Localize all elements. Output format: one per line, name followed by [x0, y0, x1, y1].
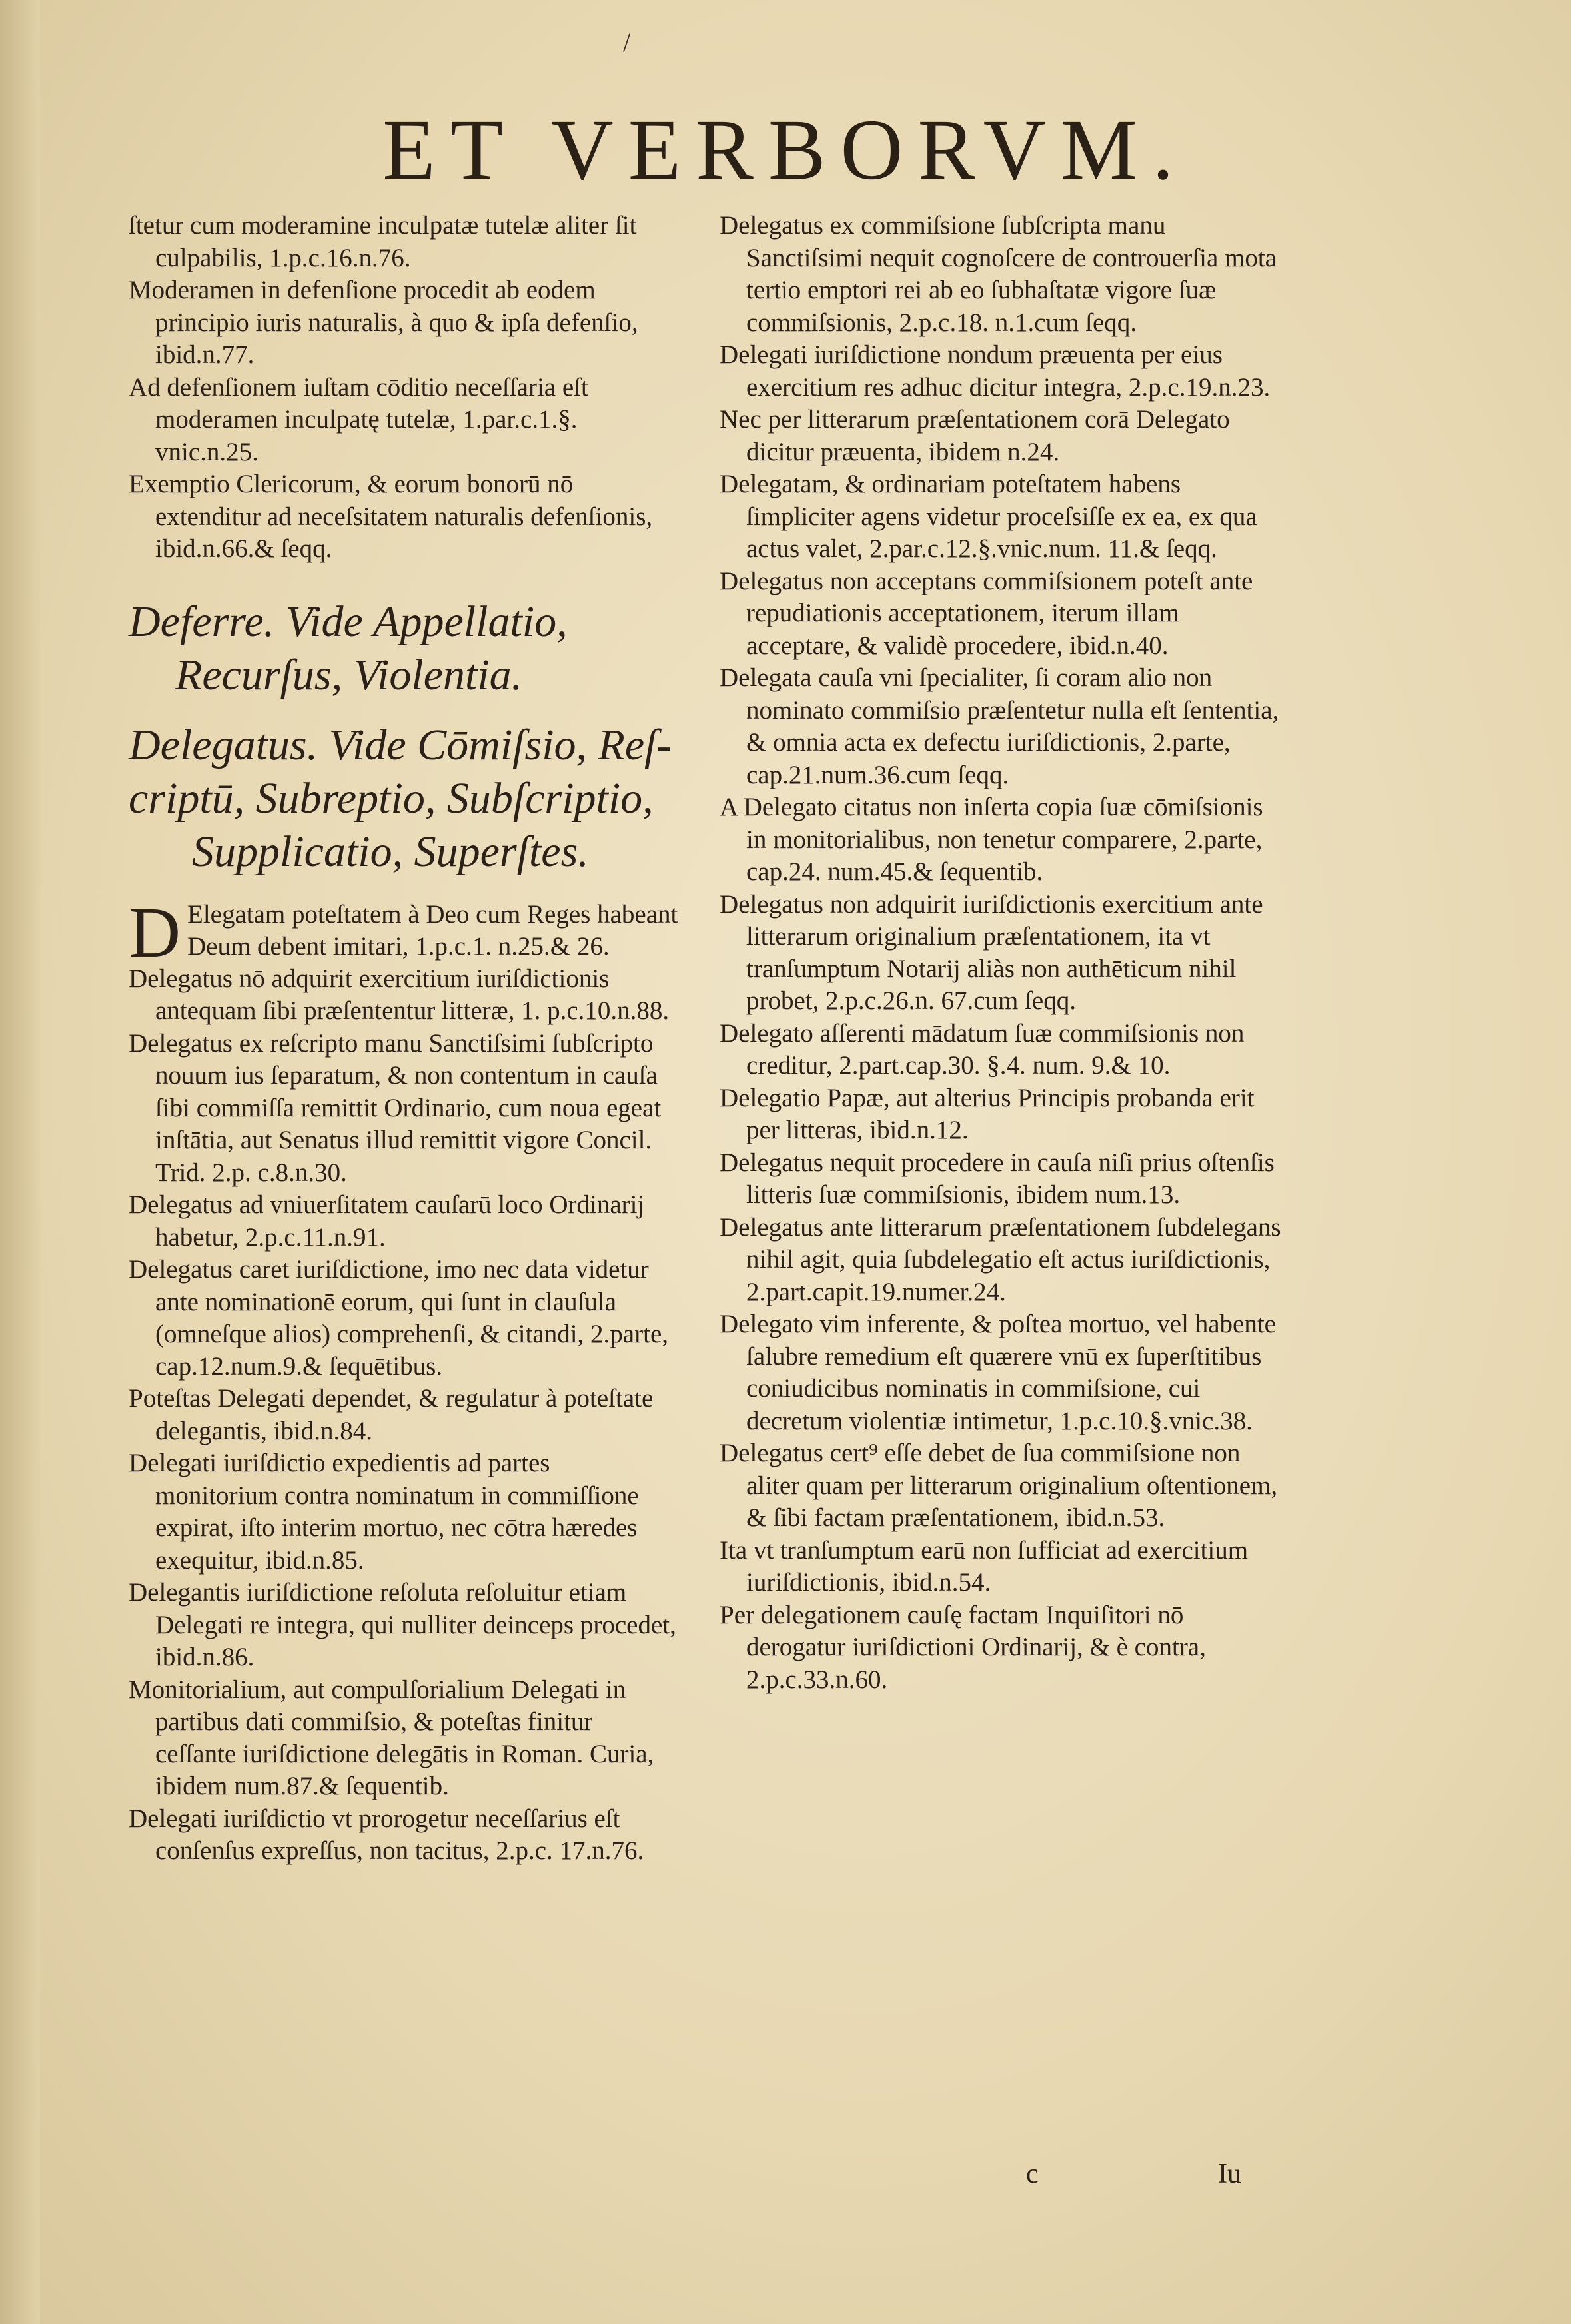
index-entry: Delegatus ex reſcripto manu Sanctiſsimi ſubſcripto nouum ius ſeparatum, & non contentum in cauſa ſibi commiſſa remittit Ordinario, cum noua egeat inſtātia, aut Senatus illud remittit vigore Concil. Trid. 2.p. c.8.n.30.	[129, 1028, 662, 1187]
section-heading-deferre: Deferre. Vide Appellatio, Recurſus, Violentia.	[129, 597, 568, 699]
index-entry: Delegatus ex commiſsione ſubſcripta manu Sanctiſsimi nequit cognoſcere de controuerſia mota tertio emptori rei ab eo ſubhaſtatæ vigore ſuæ commiſsionis, 2.p.c.18. n.1.cum ſeqq.	[720, 211, 1277, 337]
heading-line: criptū, Subreptio, Subſcriptio,	[129, 773, 654, 823]
index-entry: Per delegationem cauſę factam Inquiſitori nō derogatur iuriſdictioni Ordinarij, & è contra, 2.p.c.33.n.60.	[720, 1600, 1206, 1694]
index-entry: Delegatus non adquirit iuriſdictionis exercitium ante litterarum originalium præſentationem, ita vt tranſumptum Notarij aliàs non authēticum nihil probet, 2.p.c.26.n. 67.cum ſeqq.	[720, 889, 1263, 1015]
heading-line: Delegatus. Vide Cōmiſsio, Reſ-	[129, 720, 672, 769]
index-entry: Delegatus cert⁹ eſſe debet de ſua commiſsione non aliter quam per litterarum originalium oſtentionem, & ſibi factam præſentationem, ibid.n.53.	[720, 1439, 1278, 1532]
right-column	[720, 210, 1283, 1696]
index-entry: Delegatus ad vniuerſitatem cauſarū loco Ordinarij habetur, 2.p.c.11.n.91.	[129, 1190, 645, 1252]
running-title: ET VERBORVM.	[382, 102, 1189, 198]
page-gutter	[0, 0, 40, 2324]
top-mark: /	[623, 27, 631, 57]
index-entry: Delegata cauſa vni ſpecialiter, ſi coram alio non nominato commiſsio præſentetur nulla eſt ſententia, & omnia acta ex defectu iuriſdictionis, 2.parte, cap.21.num.36.cum ſeqq.	[720, 663, 1279, 789]
index-entry: Exemptio Clericorum, & eorum bonorū nō extenditur ad neceſsitatem naturalis defenſionis, ibid.n.66.& ſeqq.	[129, 470, 653, 563]
drop-cap: D	[129, 893, 181, 972]
index-entry: Nec per litterarum præſentationem corā Delegato dicitur præuenta, ibidem n.24.	[720, 405, 1230, 466]
catchword: Iu	[1218, 2159, 1241, 2189]
index-entry: Delegato aſſerenti mādatum ſuæ commiſsionis non creditur, 2.part.cap.30. §.4. num. 9.& 10.	[720, 1018, 1245, 1080]
section-heading-delegatus	[129, 719, 678, 879]
index-entry: Delegatus nequit procedere in cauſa niſi prius oſtenſis litteris ſuæ commiſsionis, ibidem num.13.	[720, 1148, 1275, 1209]
signature-mark: c	[1026, 2159, 1039, 2189]
index-entry: Delegatus non acceptans commiſsionem poteſt ante repudiationis acceptationem, iterum illam acceptare, & validè procedere, ibid.n.40.	[720, 566, 1253, 660]
index-entry: Delegati iuriſdictio vt prorogetur neceſſarius eſt conſenſus expreſſus, non tacitus, 2.p.c. 17.n.76.	[129, 1804, 644, 1865]
index-entry: Ita vt tranſumptum earū non ſufficiat ad exercitium iuriſdictionis, ibid.n.54.	[720, 1535, 1249, 1597]
index-entry: A Delegato citatus non inſerta copia ſuæ cōmiſsionis in monitorialibus, non tenetur comparere, 2.parte, cap.24. num.45.& ſequentib.	[720, 793, 1263, 886]
index-entry: Delegati iuriſdictione nondum præuenta per eius exercitium res adhuc dicitur integra, 2.p.c.19.n.23.	[720, 340, 1271, 402]
index-entry: Delegatus nō adquirit exercitium iuriſdictionis antequam ſibi præſententur litteræ, 1. p.c.10.n.88.	[129, 964, 670, 1025]
index-entry: Delegato vim inferente, & poſtea mortuo, vel habente ſalubre remedium eſt quærere vnū ex ſuperſtitibus coniudicibus nominatis in commiſsione, cui decretum violentiæ intimetur, 1.p.c.10.§.vnic.38.	[720, 1310, 1276, 1435]
index-entry: Delegatus caret iuriſdictione, imo nec data videtur ante nominationē eorum, qui ſunt in clauſula (omneſque alios) comprehenſi, & citandi, 2.parte, cap.12.num.9.& ſequētibus.	[129, 1255, 669, 1381]
index-entry: Monitorialium, aut compulſorialium Delegati in partibus dati commiſsio, & poteſtas finitur ceſſante iuriſdictione delegātis in Roman. Curia, ibidem num.87.& ſequentib.	[129, 1675, 654, 1800]
index-entry: Delegatio Papæ, aut alterius Principis probanda erit per litteras, ibid.n.12.	[720, 1083, 1255, 1144]
left-column	[129, 210, 678, 1868]
index-entry: Ad defenſionem iuſtam cōditio neceſſaria eſt moderamen inculpatę tutelæ, 1.par.c.1.§. vnic.n.25.	[129, 372, 588, 466]
index-entry: Delegati iuriſdictio expedientis ad partes monitorium contra nominatum in commiſſione expirat, iſto interim mortuo, nec cōtra hæredes exequitur, ibid.n.85.	[129, 1449, 639, 1575]
index-entry: Delegatus ante litterarum præſentationem ſubdelegans nihil agit, quia ſubdelegatio eſt actus iuriſdictionis, 2.part.capit.19.numer.24.	[720, 1212, 1281, 1306]
heading-line: Supplicatio, Superſtes.	[192, 827, 589, 876]
index-entry: Delegantis iuriſdictione reſoluta reſoluitur etiam Delegati re integra, qui nulliter deinceps procedet, ibid.n.86.	[129, 1578, 676, 1671]
index-entry: ſtetur cum moderamine inculpatæ tutelæ aliter ſit culpabilis, 1.p.c.16.n.76.	[129, 211, 637, 272]
dropcap-entry	[129, 893, 678, 972]
index-entry: Moderamen in defenſione procedit ab eodem principio iuris naturalis, à quo & ipſa defenſio, ibid.n.77.	[129, 276, 638, 369]
index-entry: Poteſtas Delegati dependet, & regulatur à poteſtate delegantis, ibid.n.84.	[129, 1384, 654, 1445]
dropcap-entry-text: Elegatam poteſtatem à Deo cum Reges habeant Deum debent imitari, 1.p.c.1. n.25.& 26.	[187, 899, 678, 961]
index-entry: Delegatam, & ordinariam poteſtatem habens ſimpliciter agens videtur proceſsiſſe ex ea, ex qua actus valet, 2.par.c.12.§.vnic.num. 11.& ſeqq.	[720, 470, 1257, 563]
